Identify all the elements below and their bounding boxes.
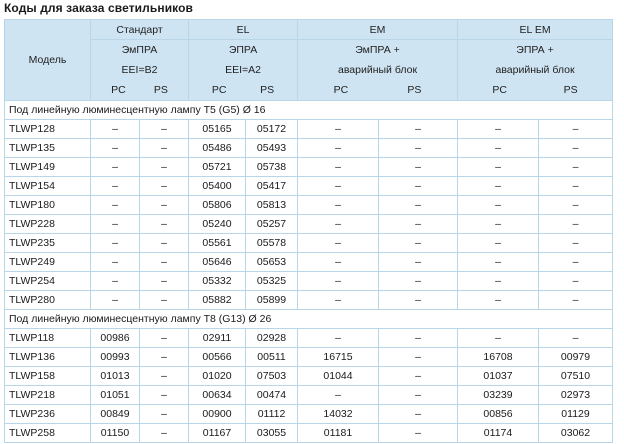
empty-code-cell: – bbox=[140, 234, 189, 253]
empty-code-cell: – bbox=[91, 177, 140, 196]
empty-code-cell: – bbox=[458, 234, 539, 253]
empty-code-cell: – bbox=[298, 215, 379, 234]
empty-code-cell: – bbox=[458, 215, 539, 234]
header-group-em: EM bbox=[298, 20, 458, 40]
header-ps: PS bbox=[153, 84, 168, 96]
code-cell: 02973 bbox=[539, 386, 613, 405]
table-row bbox=[5, 158, 613, 177]
code-cell: 03239 bbox=[458, 386, 539, 405]
empty-code-cell: – bbox=[539, 272, 613, 291]
model-cell: TLWP135 bbox=[5, 139, 91, 158]
header-pc-ps bbox=[189, 80, 297, 100]
empty-code-cell: – bbox=[91, 234, 140, 253]
empty-code-cell: – bbox=[458, 139, 539, 158]
empty-code-cell: – bbox=[379, 196, 458, 215]
header-desc-line: ЭмПРА bbox=[121, 44, 158, 56]
empty-code-cell: – bbox=[539, 120, 613, 139]
table-row bbox=[5, 234, 613, 253]
empty-code-cell: – bbox=[91, 196, 140, 215]
empty-code-cell: – bbox=[539, 196, 613, 215]
empty-code-cell: – bbox=[379, 348, 458, 367]
empty-code-cell: – bbox=[298, 329, 379, 348]
model-cell: TLWP180 bbox=[5, 196, 91, 215]
empty-code-cell: – bbox=[140, 177, 189, 196]
empty-code-cell: – bbox=[458, 291, 539, 310]
header-pc-ps bbox=[458, 80, 612, 100]
empty-code-cell: – bbox=[140, 367, 189, 386]
empty-code-cell: – bbox=[140, 253, 189, 272]
code-cell: 05400 bbox=[189, 177, 246, 196]
empty-code-cell: – bbox=[140, 291, 189, 310]
empty-code-cell: – bbox=[298, 139, 379, 158]
empty-code-cell: – bbox=[458, 177, 539, 196]
empty-code-cell: – bbox=[379, 272, 458, 291]
header-pc-ps bbox=[298, 80, 457, 100]
empty-code-cell: – bbox=[458, 253, 539, 272]
model-cell: TLWP254 bbox=[5, 272, 91, 291]
empty-code-cell: – bbox=[539, 215, 613, 234]
code-cell: 16715 bbox=[298, 348, 379, 367]
empty-code-cell: – bbox=[140, 405, 189, 424]
code-cell: 01129 bbox=[539, 405, 613, 424]
empty-code-cell: – bbox=[91, 291, 140, 310]
header-group-el-em: EL EM bbox=[458, 20, 613, 40]
empty-code-cell: – bbox=[140, 386, 189, 405]
empty-code-cell: – bbox=[458, 329, 539, 348]
header-desc-line: EEI=A2 bbox=[225, 64, 261, 76]
header-desc-standard bbox=[91, 40, 189, 101]
empty-code-cell: – bbox=[458, 272, 539, 291]
table-row bbox=[5, 253, 613, 272]
code-cell: 05899 bbox=[246, 291, 298, 310]
table-row bbox=[5, 215, 613, 234]
code-cell: 00900 bbox=[189, 405, 246, 424]
section-row bbox=[5, 310, 613, 329]
header-desc-el bbox=[189, 40, 298, 101]
empty-code-cell: – bbox=[298, 196, 379, 215]
empty-code-cell: – bbox=[539, 253, 613, 272]
empty-code-cell: – bbox=[458, 158, 539, 177]
table-row bbox=[5, 386, 613, 405]
code-cell: 05738 bbox=[246, 158, 298, 177]
code-cell: 01112 bbox=[246, 405, 298, 424]
empty-code-cell: – bbox=[140, 348, 189, 367]
header-desc-em bbox=[298, 40, 458, 101]
code-cell: 02928 bbox=[246, 329, 298, 348]
code-cell: 00856 bbox=[458, 405, 539, 424]
header-pc: PC bbox=[492, 84, 507, 96]
table-row bbox=[5, 196, 613, 215]
empty-code-cell: – bbox=[379, 120, 458, 139]
model-cell: TLWP154 bbox=[5, 177, 91, 196]
header-pc-ps bbox=[91, 80, 188, 100]
empty-code-cell: – bbox=[298, 272, 379, 291]
code-cell: 07510 bbox=[539, 367, 613, 386]
header-desc-row bbox=[5, 40, 613, 101]
empty-code-cell: – bbox=[539, 177, 613, 196]
empty-code-cell: – bbox=[379, 177, 458, 196]
code-cell: 00474 bbox=[246, 386, 298, 405]
empty-code-cell: – bbox=[379, 386, 458, 405]
code-cell: 00979 bbox=[539, 348, 613, 367]
code-cell: 01044 bbox=[298, 367, 379, 386]
empty-code-cell: – bbox=[91, 253, 140, 272]
code-cell: 00566 bbox=[189, 348, 246, 367]
code-cell: 01051 bbox=[91, 386, 140, 405]
code-cell: 05325 bbox=[246, 272, 298, 291]
code-cell: 01167 bbox=[189, 424, 246, 443]
order-codes-table bbox=[4, 19, 613, 443]
code-cell: 16708 bbox=[458, 348, 539, 367]
code-cell: 05646 bbox=[189, 253, 246, 272]
table-row bbox=[5, 291, 613, 310]
code-cell: 05417 bbox=[246, 177, 298, 196]
header-desc-el-em bbox=[458, 40, 613, 101]
empty-code-cell: – bbox=[539, 158, 613, 177]
code-cell: 05578 bbox=[246, 234, 298, 253]
empty-code-cell: – bbox=[298, 291, 379, 310]
empty-code-cell: – bbox=[458, 120, 539, 139]
empty-code-cell: – bbox=[91, 158, 140, 177]
code-cell: 05332 bbox=[189, 272, 246, 291]
model-cell: TLWP280 bbox=[5, 291, 91, 310]
model-cell: TLWP235 bbox=[5, 234, 91, 253]
empty-code-cell: – bbox=[458, 196, 539, 215]
code-cell: 01174 bbox=[458, 424, 539, 443]
code-cell: 03055 bbox=[246, 424, 298, 443]
code-cell: 00986 bbox=[91, 329, 140, 348]
empty-code-cell: – bbox=[140, 158, 189, 177]
table-row bbox=[5, 424, 613, 443]
empty-code-cell: – bbox=[298, 177, 379, 196]
empty-code-cell: – bbox=[379, 329, 458, 348]
empty-code-cell: – bbox=[539, 139, 613, 158]
code-cell: 07503 bbox=[246, 367, 298, 386]
code-cell: 05240 bbox=[189, 215, 246, 234]
header-desc-line: аварийный блок bbox=[495, 64, 575, 76]
table-body bbox=[5, 101, 613, 443]
table-row bbox=[5, 177, 613, 196]
code-cell: 05486 bbox=[189, 139, 246, 158]
code-cell: 05561 bbox=[189, 234, 246, 253]
header-desc-line: ЭПРА bbox=[228, 44, 258, 56]
model-cell: TLWP136 bbox=[5, 348, 91, 367]
code-cell: 05882 bbox=[189, 291, 246, 310]
empty-code-cell: – bbox=[379, 158, 458, 177]
header-model: Модель bbox=[5, 20, 91, 101]
code-cell: 05493 bbox=[246, 139, 298, 158]
table-row bbox=[5, 139, 613, 158]
header-ps: PS bbox=[407, 84, 422, 96]
empty-code-cell: – bbox=[539, 291, 613, 310]
header-group-el: EL bbox=[189, 20, 298, 40]
empty-code-cell: – bbox=[298, 234, 379, 253]
code-cell: 00849 bbox=[91, 405, 140, 424]
empty-code-cell: – bbox=[379, 139, 458, 158]
table-row bbox=[5, 367, 613, 386]
empty-code-cell: – bbox=[298, 158, 379, 177]
empty-code-cell: – bbox=[140, 272, 189, 291]
model-cell: TLWP258 bbox=[5, 424, 91, 443]
page-title: Коды для заказа светильников bbox=[4, 1, 194, 15]
table-row bbox=[5, 348, 613, 367]
code-cell: 05257 bbox=[246, 215, 298, 234]
empty-code-cell: – bbox=[91, 139, 140, 158]
empty-code-cell: – bbox=[140, 139, 189, 158]
empty-code-cell: – bbox=[91, 272, 140, 291]
table-row bbox=[5, 405, 613, 424]
header-pc: PC bbox=[111, 84, 126, 96]
empty-code-cell: – bbox=[539, 234, 613, 253]
empty-code-cell: – bbox=[140, 120, 189, 139]
empty-code-cell: – bbox=[379, 424, 458, 443]
empty-code-cell: – bbox=[298, 386, 379, 405]
header-desc-line: аварийный блок bbox=[337, 64, 418, 76]
code-cell: 05813 bbox=[246, 196, 298, 215]
section-label: Под линейную люминесцентную лампу Т8 (G13) Ø 26 bbox=[5, 310, 613, 329]
code-cell: 05721 bbox=[189, 158, 246, 177]
model-cell: TLWP158 bbox=[5, 367, 91, 386]
section-row bbox=[5, 101, 613, 120]
code-cell: 01150 bbox=[91, 424, 140, 443]
header-desc-line: EEI=B2 bbox=[121, 64, 158, 76]
empty-code-cell: – bbox=[379, 405, 458, 424]
code-cell: 01013 bbox=[91, 367, 140, 386]
header-ps: PS bbox=[563, 84, 578, 96]
empty-code-cell: – bbox=[140, 329, 189, 348]
empty-code-cell: – bbox=[91, 215, 140, 234]
code-cell: 03062 bbox=[539, 424, 613, 443]
model-cell: TLWP118 bbox=[5, 329, 91, 348]
code-cell: 14032 bbox=[298, 405, 379, 424]
code-cell: 02911 bbox=[189, 329, 246, 348]
code-cell: 05165 bbox=[189, 120, 246, 139]
header-ps: PS bbox=[260, 84, 275, 96]
header-desc-line: ЭПРА + bbox=[516, 44, 554, 56]
model-cell: TLWP236 bbox=[5, 405, 91, 424]
empty-code-cell: – bbox=[379, 291, 458, 310]
empty-code-cell: – bbox=[379, 367, 458, 386]
code-cell: 00634 bbox=[189, 386, 246, 405]
code-cell: 00993 bbox=[91, 348, 140, 367]
model-cell: TLWP249 bbox=[5, 253, 91, 272]
empty-code-cell: – bbox=[298, 120, 379, 139]
header-group-standard: Стандарт bbox=[91, 20, 189, 40]
code-cell: 01037 bbox=[458, 367, 539, 386]
code-cell: 05172 bbox=[246, 120, 298, 139]
code-cell: 05653 bbox=[246, 253, 298, 272]
empty-code-cell: – bbox=[379, 234, 458, 253]
header-group-row bbox=[5, 20, 613, 40]
empty-code-cell: – bbox=[539, 329, 613, 348]
code-cell: 01020 bbox=[189, 367, 246, 386]
empty-code-cell: – bbox=[140, 215, 189, 234]
table-row bbox=[5, 329, 613, 348]
model-cell: TLWP149 bbox=[5, 158, 91, 177]
model-cell: TLWP228 bbox=[5, 215, 91, 234]
code-cell: 05806 bbox=[189, 196, 246, 215]
model-cell: TLWP218 bbox=[5, 386, 91, 405]
empty-code-cell: – bbox=[379, 215, 458, 234]
header-desc-line: ЭмПРА + bbox=[355, 44, 400, 56]
table-row bbox=[5, 120, 613, 139]
header-pc: PC bbox=[333, 84, 349, 96]
empty-code-cell: – bbox=[379, 253, 458, 272]
empty-code-cell: – bbox=[91, 120, 140, 139]
empty-code-cell: – bbox=[140, 424, 189, 443]
header-pc: PC bbox=[211, 84, 227, 96]
code-cell: 01181 bbox=[298, 424, 379, 443]
empty-code-cell: – bbox=[140, 196, 189, 215]
table-row bbox=[5, 272, 613, 291]
section-label: Под линейную люминесцентную лампу Т5 (G5) Ø 16 bbox=[5, 101, 613, 120]
model-cell: TLWP128 bbox=[5, 120, 91, 139]
empty-code-cell: – bbox=[298, 253, 379, 272]
code-cell: 00511 bbox=[246, 348, 298, 367]
